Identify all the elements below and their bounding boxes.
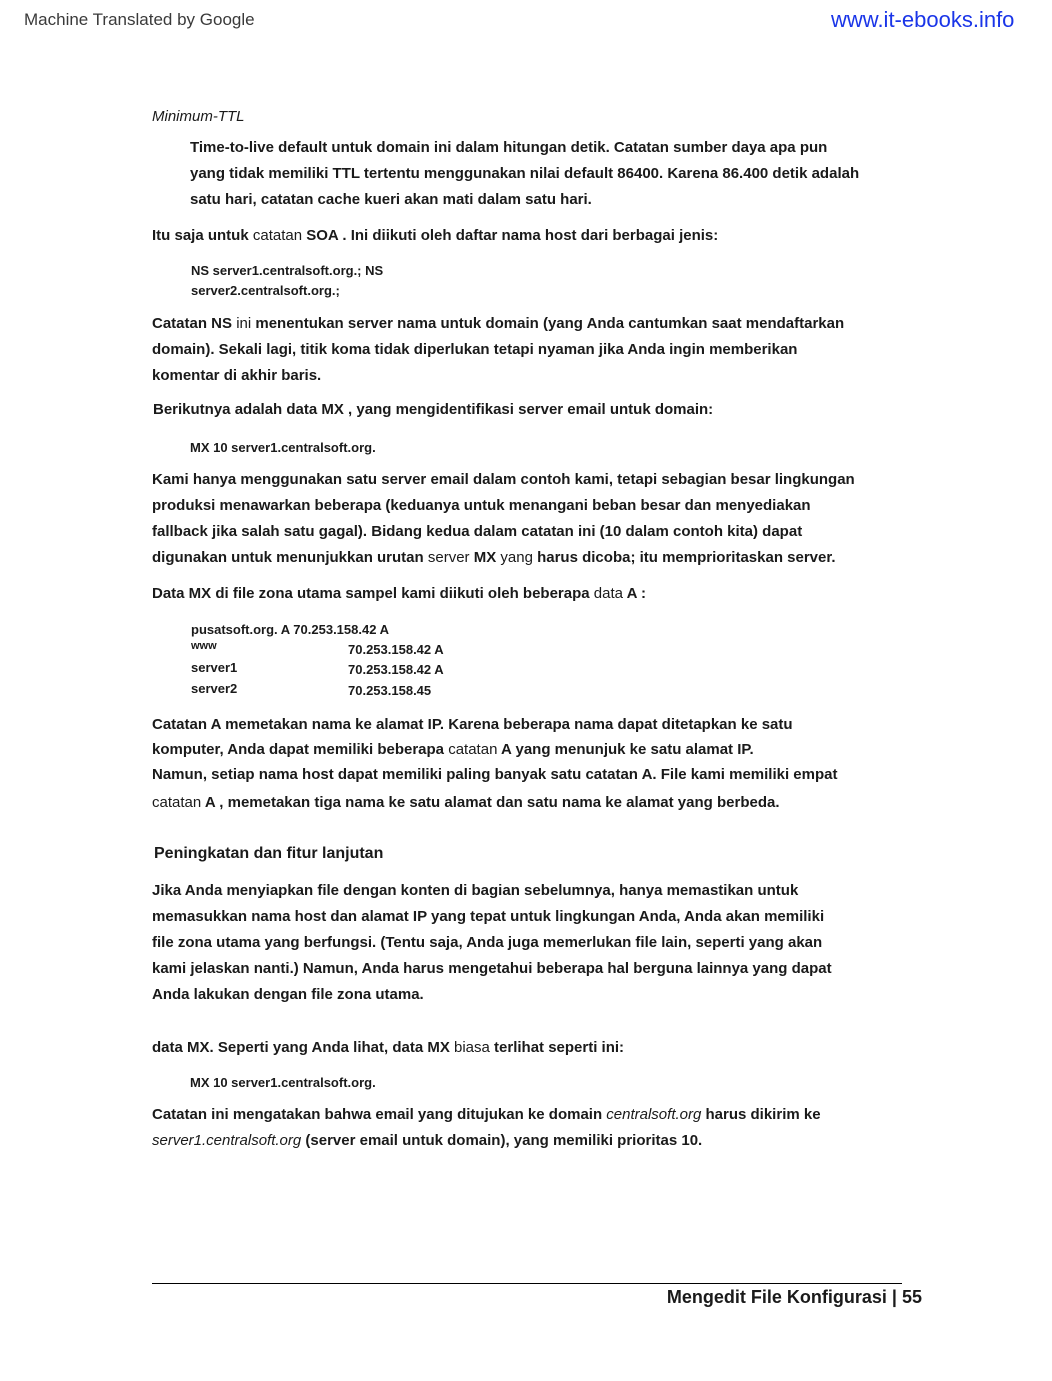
text-line — [152, 311, 844, 337]
text-line: produksi menawarkan beberapa (keduanya untuk menangani beban besar dan menyediakan — [152, 497, 811, 514]
text-span: Catatan ini mengatakan bahwa email yang ditujukan ke domain — [152, 1106, 607, 1123]
text-line — [152, 737, 838, 762]
ns-code-block — [191, 261, 383, 301]
text-span: A : — [623, 585, 647, 602]
text-span: Data MX di file zona utama sampel kami diikuti oleh beberapa — [152, 585, 594, 602]
ns-paragraph — [152, 311, 844, 389]
a-paragraph — [152, 712, 838, 815]
record-value: 70.253.158.42 A — [348, 662, 444, 677]
advanced-paragraph — [152, 878, 832, 1008]
text-span: MX — [469, 549, 501, 566]
text-line — [152, 545, 855, 571]
text-line: fallback jika salah satu gagal). Bidang kedua dalam catatan ini (10 dalam contoh kita) dapat — [152, 523, 803, 540]
text-span: server1.centralsoft.org — [152, 1132, 302, 1149]
machine-translation-notice: Machine Translated by Google — [24, 10, 255, 29]
code-row — [191, 660, 491, 681]
text-span: (server email untuk domain), yang memiliki prioritas 10. — [301, 1132, 703, 1149]
text-line: satu hari, catatan cache kueri akan mati dalam satu hari. — [190, 191, 592, 208]
page-footer: Mengedit File Konfigurasi | 55 — [666, 1287, 922, 1307]
a-intro-paragraph — [152, 581, 646, 607]
site-link[interactable]: www.it-ebooks.info — [831, 7, 1015, 32]
record-name: www — [191, 640, 217, 652]
text-line: domain). Sekali lagi, titik koma tidak diperlukan tetapi nyaman jika Anda ingin memberikan — [152, 341, 798, 358]
text-span: A yang menunjuk ke satu alamat IP. — [497, 741, 754, 758]
text-span: Itu saja untuk — [152, 227, 253, 244]
definition-paragraph — [190, 135, 859, 213]
term-minimum-ttl: Minimum-TTL — [152, 108, 245, 125]
text-line: yang tidak memiliki TTL tertentu menggunakan nilai default 86400. Karena 86.400 detik adalah — [190, 165, 860, 182]
text-line — [152, 1128, 821, 1154]
mx-paragraph — [152, 467, 855, 571]
text-span: centralsoft.org — [606, 1106, 702, 1123]
text-line — [152, 1102, 821, 1128]
mx-intro-paragraph: Berikutnya adalah data MX , yang mengidentifikasi server email untuk domain: — [153, 401, 714, 418]
footer-rule — [152, 1283, 902, 1284]
text-span: server — [427, 549, 470, 566]
final-paragraph — [152, 1102, 821, 1154]
code-row — [191, 640, 491, 660]
text-line: memasukkan nama host dan alamat IP yang tepat untuk lingkungan Anda, Anda akan memiliki — [152, 908, 825, 925]
a-records-code-block — [191, 620, 491, 702]
code-line: NS server1.centralsoft.org.; NS — [191, 263, 384, 278]
text-line — [152, 790, 838, 815]
mx2-code-block: MX 10 server1.centralsoft.org. — [190, 1075, 376, 1090]
text-span: Catatan NS — [152, 315, 237, 332]
text-span: digunakan untuk menunjukkan urutan — [152, 549, 428, 566]
text-span: A , memetakan tiga nama ke satu alamat dan satu nama ke alamat yang berbeda. — [201, 794, 780, 811]
text-line: Catatan A memetakan nama ke alamat IP. Karena beberapa nama dapat ditetapkan ke satu — [152, 716, 793, 733]
soa-paragraph — [152, 223, 718, 249]
text-span: komputer, Anda dapat memiliki beberapa — [152, 741, 449, 758]
code-line: pusatsoft.org. A 70.253.158.42 A — [191, 622, 389, 637]
text-line: Jika Anda menyiapkan file dengan konten di bagian sebelumnya, hanya memastikan untuk — [152, 882, 799, 899]
text-span: yang — [500, 549, 533, 566]
mx-example-paragraph — [152, 1035, 624, 1061]
text-span: catatan — [448, 741, 498, 758]
record-value: 70.253.158.45 — [348, 683, 432, 698]
text-span: catatan — [252, 227, 303, 244]
text-line: Anda lakukan dengan file zona utama. — [152, 986, 424, 1003]
text-line: Namun, setiap nama host dapat memiliki paling banyak satu catatan A. File kami memiliki empat — [152, 766, 838, 783]
code-line: server2.centralsoft.org.; — [191, 283, 340, 298]
section-heading: Peningkatan dan fitur lanjutan — [154, 845, 384, 862]
text-span: data — [593, 585, 623, 602]
text-span: catatan — [152, 794, 202, 811]
text-line: file zona utama yang berfungsi. (Tentu saja, Anda juga memerlukan file lain, seperti yang akan — [152, 934, 823, 951]
text-span: terlihat seperti ini: — [489, 1039, 625, 1056]
record-name: server1 — [191, 660, 238, 675]
text-span: SOA . Ini diikuti oleh daftar nama host dari berbagai jenis: — [302, 227, 719, 244]
mx-code-block: MX 10 server1.centralsoft.org. — [190, 440, 376, 455]
text-span: harus dikirim ke — [701, 1106, 821, 1123]
record-value: 70.253.158.42 A — [348, 642, 444, 657]
text-span: ini — [236, 315, 252, 332]
text-line: Kami hanya menggunakan satu server email dalam contoh kami, tetapi sebagian besar lingkungan — [152, 471, 855, 488]
code-row — [191, 681, 491, 702]
text-span: biasa — [454, 1039, 490, 1056]
text-line: komentar di akhir baris. — [152, 367, 322, 384]
text-span: harus dicoba; itu memprioritaskan server. — [532, 549, 836, 566]
text-span: menentukan server nama untuk domain (yang Anda cantumkan saat mendaftarkan — [251, 315, 845, 332]
text-span: data MX. Seperti yang Anda lihat, data MX — [152, 1039, 454, 1056]
text-line: kami jelaskan nanti.) Namun, Anda harus mengetahui beberapa hal berguna lainnya yang dapat — [152, 960, 832, 977]
record-name: server2 — [191, 681, 238, 696]
text-line: Time-to-live default untuk domain ini dalam hitungan detik. Catatan sumber daya apa pun — [190, 139, 828, 156]
